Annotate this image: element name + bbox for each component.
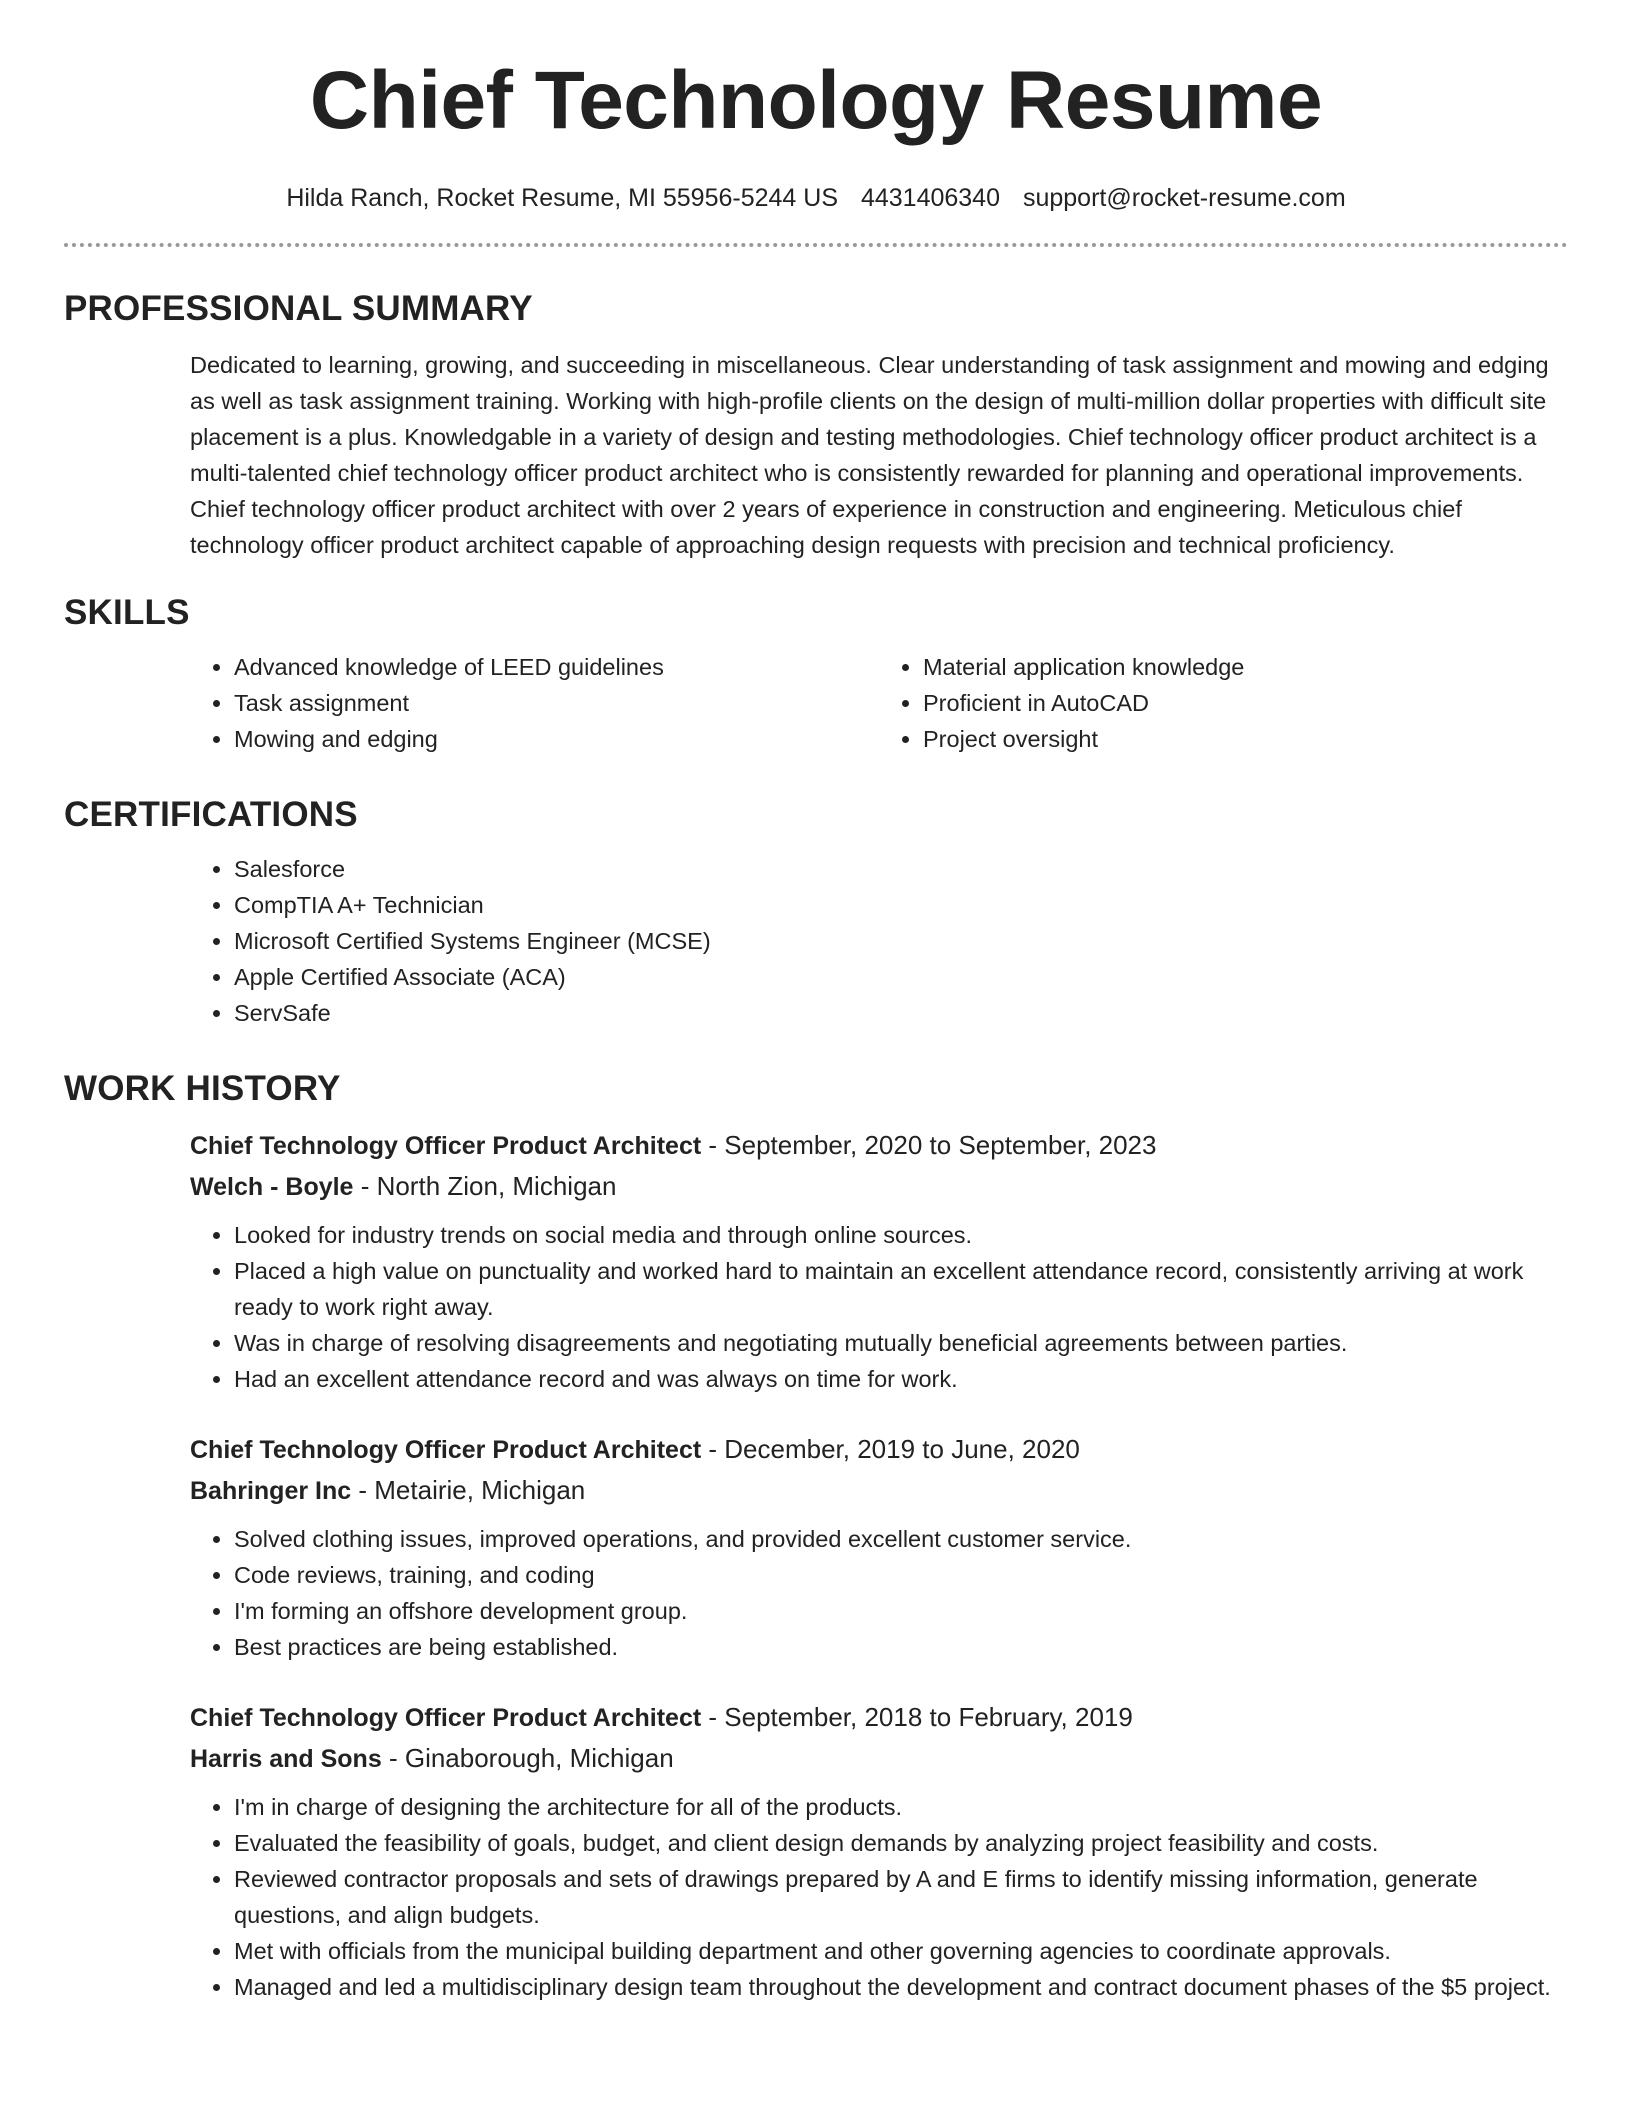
job-bullet: • I'm in charge of designing the architecture for all of the products. xyxy=(234,1789,1568,1825)
job-entry xyxy=(64,1429,1568,1665)
skill-item: • Mowing and edging xyxy=(234,721,879,757)
job-company-line xyxy=(190,1166,1568,1207)
skills-heading: SKILLS xyxy=(64,593,190,632)
skills-grid xyxy=(64,649,1568,757)
summary-heading: PROFESSIONAL SUMMARY xyxy=(64,289,533,328)
skill-item: • Project oversight xyxy=(923,721,1568,757)
job-location: - Metairie, Michigan xyxy=(351,1475,586,1505)
certification-item: • Microsoft Certified Systems Engineer (MCSE) xyxy=(234,923,1568,959)
job-bullet: • Managed and led a multidisciplinary design team throughout the development and contract document phases of the $5 project. xyxy=(234,1969,1568,2005)
contact-phone: 4431406340 xyxy=(860,184,1000,212)
job-dates: - September, 2020 to September, 2023 xyxy=(701,1130,1157,1160)
job-title-line xyxy=(190,1125,1568,1166)
job-company: Harris and Sons xyxy=(190,1745,382,1773)
contact-email: support@rocket-resume.com xyxy=(1022,184,1346,212)
work-history-section xyxy=(64,1069,1568,2005)
summary-text: Dedicated to learning, growing, and succeeding in miscellaneous. Clear understanding of task assignment and mowing and edging as well as task assignment training. Working with high-profile clients on the design of multi-million dollar properties with difficult site placement is a plus. Knowledgable in a variety of design and testing methodologies. Chief technology officer product architect is a multi-talented chief technology officer product architect who is consistently rewarded for planning and operational improvements. Chief technology officer product architect with over 2 years of experience in construction and engineering. Meticulous chief technology officer product architect capable of approaching design requests with precision and technical proficiency. xyxy=(190,352,1549,558)
skill-item: • Task assignment xyxy=(234,685,879,721)
certifications-list xyxy=(190,851,1568,1031)
job-bullet: • Evaluated the feasibility of goals, budget, and client design demands by analyzing project feasibility and costs. xyxy=(234,1825,1568,1861)
skills-section xyxy=(64,593,1568,757)
certifications-section xyxy=(64,795,1568,1031)
certification-item: • CompTIA A+ Technician xyxy=(234,887,1568,923)
job-bullet: • I'm forming an offshore development group. xyxy=(234,1593,1568,1629)
job-bullets xyxy=(190,1217,1568,1397)
job-bullet: • Reviewed contractor proposals and sets of drawings prepared by A and E firms to identify missing information, generate questions, and align budgets. xyxy=(234,1861,1568,1933)
skills-list-left xyxy=(190,649,879,757)
certification-item: • Apple Certified Associate (ACA) xyxy=(234,959,1568,995)
job-title: Chief Technology Officer Product Architect xyxy=(190,1704,702,1732)
job-bullets xyxy=(190,1789,1568,2005)
job-dates: - December, 2019 to June, 2020 xyxy=(701,1434,1080,1464)
job-bullet: • Solved clothing issues, improved operations, and provided excellent customer service. xyxy=(234,1521,1568,1557)
job-dates: - September, 2018 to February, 2019 xyxy=(701,1702,1133,1732)
summary-section xyxy=(64,289,1568,563)
job-title-line xyxy=(190,1697,1568,1738)
work-history-heading: WORK HISTORY xyxy=(64,1069,341,1108)
certifications-heading: CERTIFICATIONS xyxy=(64,795,358,834)
job-company-line xyxy=(190,1738,1568,1779)
skill-item: • Proficient in AutoCAD xyxy=(923,685,1568,721)
job-bullet: • Placed a high value on punctuality and worked hard to maintain an excellent attendance record, consistently arriving at work ready to work right away. xyxy=(234,1253,1568,1325)
job-location: - Ginaborough, Michigan xyxy=(381,1743,674,1773)
job-location: - North Zion, Michigan xyxy=(353,1171,617,1201)
job-bullet: • Code reviews, training, and coding xyxy=(234,1557,1568,1593)
job-title: Chief Technology Officer Product Architect xyxy=(190,1436,702,1464)
certification-item: • Salesforce xyxy=(234,851,1568,887)
skill-item: • Advanced knowledge of LEED guidelines xyxy=(234,649,879,685)
certifications-block xyxy=(64,851,1568,1031)
resume-title: Chief Technology Resume xyxy=(309,55,1323,146)
header-divider xyxy=(64,243,1568,247)
job-bullet: • Looked for industry trends on social media and through online sources. xyxy=(234,1217,1568,1253)
contact-address: Hilda Ranch, Rocket Resume, MI 55956-5244 US xyxy=(286,184,838,212)
certification-item: • ServSafe xyxy=(234,995,1568,1031)
job-company: Welch - Boyle xyxy=(190,1173,354,1201)
skill-item: • Material application knowledge xyxy=(923,649,1568,685)
job-title-line xyxy=(190,1429,1568,1470)
job-company-line xyxy=(190,1470,1568,1511)
job-bullet: • Met with officials from the municipal building department and other governing agencies to coordinate approvals. xyxy=(234,1933,1568,1969)
job-title: Chief Technology Officer Product Architect xyxy=(190,1132,702,1160)
job-company: Bahringer Inc xyxy=(190,1477,352,1505)
job-entry xyxy=(64,1697,1568,2005)
contact-line xyxy=(64,184,1568,213)
skills-list-right xyxy=(879,649,1568,757)
job-bullets xyxy=(190,1521,1568,1665)
job-bullet: • Best practices are being established. xyxy=(234,1629,1568,1665)
job-entry xyxy=(64,1125,1568,1397)
job-bullet: • Had an excellent attendance record and was always on time for work. xyxy=(234,1361,1568,1397)
job-bullet: • Was in charge of resolving disagreements and negotiating mutually beneficial agreements between parties. xyxy=(234,1325,1568,1361)
